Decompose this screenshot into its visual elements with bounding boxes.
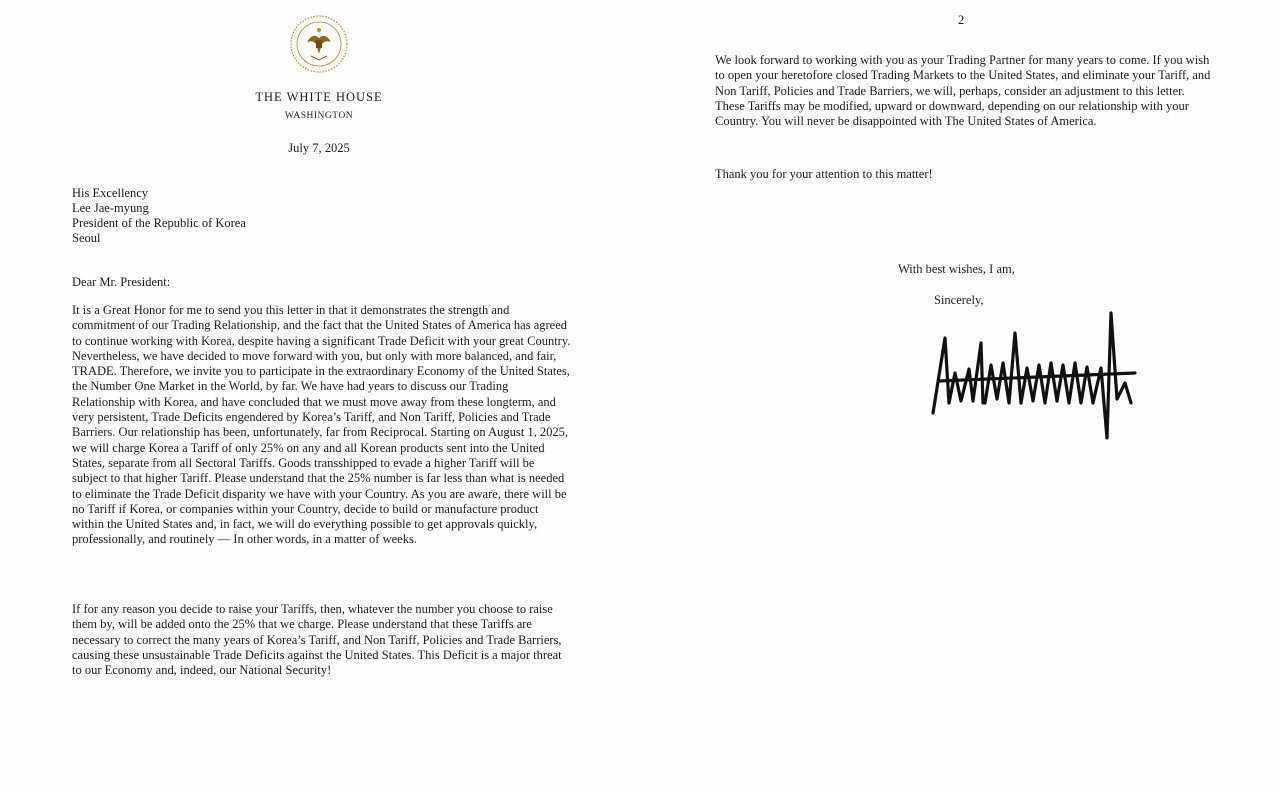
body-paragraph: Thank you for your attention to this matter! xyxy=(715,167,933,181)
body-paragraph: It is a Great Honor for me to send you this letter in that it demonstrates the strength and commitment of our Trading Relationship, and the fact that the United States of America has agreed to continue working with Korea, despite having a significant Trade Deficit with your great Country. Nevertheless, we have decided to move forward with you, but only with more balanced, and fair, TRADE. Therefore, we invite you to participate in the extraordinary Economy of the United States, the Number One Market in the World, by far. We have had years to discuss our Trading Relationship with Korea, and have concluded that we must move away from these longterm, and very persistent, Trade Deficits engendered by Korea’s Tariff, and Non Tariff, Policies and Trade Barriers. Our relationship has been, unfortunately, far from Reciprocal. Starting on August 1, 2025, we will charge Korea a Tariff of only 25% on any and all Korean products sent into the United States, separate from all Sectoral Tariffs. Goods transshipped to evade a higher Tariff will be subject to that higher Tariff. Please understand that the 25% number is far less than what is needed to eliminate the Trade Deficit disparity we have with your Country. As you are aware, there will be no Tariff if Korea, or companies within your Country, decide to build or manufacture product within the United States and, in fact, we will do everything possible to get approvals quickly, professionally, and routinely — In other words, in a matter of weeks. xyxy=(72,303,571,547)
valediction: Sincerely, xyxy=(934,293,984,307)
recipient-address xyxy=(72,186,246,246)
signature-icon xyxy=(925,303,1155,443)
recipient-line: Lee Jae-myung xyxy=(72,201,149,215)
recipient-line: President of the Republic of Korea xyxy=(72,216,246,230)
letterhead-title: THE WHITE HOUSE xyxy=(255,90,383,104)
body-paragraph: If for any reason you decide to raise your Tariffs, then, whatever the number you choose to raise them by, will be added onto the 25% that we charge. Please understand that these Tariffs are necessary to correct the many years of Korea’s Tariff, and Non Tariff, Policies and Trade Barriers, causing these unsustainable Trade Deficits against the United States. This Deficit is a major threat to our Economy and, indeed, our National Security! xyxy=(72,602,562,678)
page-number: 2 xyxy=(958,13,965,27)
recipient-line: His Excellency xyxy=(72,186,149,200)
letterhead-subtitle: WASHINGTON xyxy=(284,111,354,121)
salutation: Dear Mr. President: xyxy=(72,275,171,289)
closing-line: With best wishes, I am, xyxy=(898,262,1015,276)
recipient-line: Seoul xyxy=(72,231,101,245)
letter-page-2 xyxy=(640,0,1280,793)
body-paragraph: We look forward to working with you as your Trading Partner for many years to come. If you wish to open your heretofore closed Trading Markets to the United States, and eliminate your Tariff, and Non Tariff, Policies and Trade Barriers, we will, perhaps, consider an adjustment to this letter. These Tariffs may be modified, upward or downward, depending on our relationship with your Country. You will never be disappointed with The United States of America. xyxy=(715,53,1211,129)
letter-date: July 7, 2025 xyxy=(288,141,350,155)
presidential-seal-icon xyxy=(289,14,349,74)
